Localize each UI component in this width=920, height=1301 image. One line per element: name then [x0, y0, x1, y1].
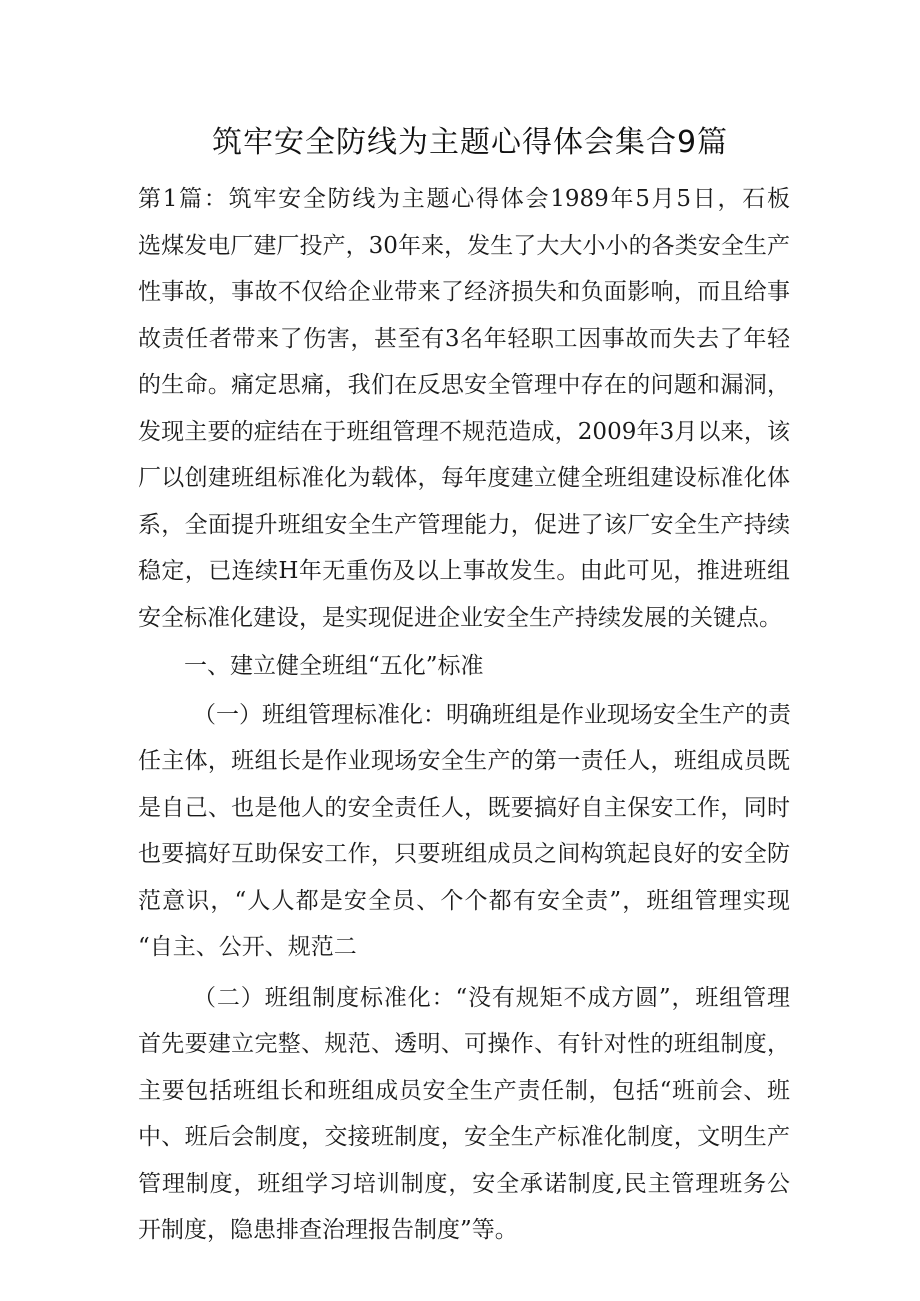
paragraph-3 — [138, 692, 790, 971]
paragraph-line: 也要搞好互助保安工作，只要班组成员之间构筑起良好的安全防 — [138, 841, 790, 867]
section-heading-text: 一、建立健全班组“五化”标准 — [184, 653, 484, 679]
document-title: 筑牢安全防线为主题心得体会集合9篇 — [211, 125, 729, 160]
paragraph-line: 开制度，隐患排查治理报告制度”等。 — [138, 1217, 518, 1243]
section-heading-1 — [138, 643, 790, 690]
paragraph-line: 安全标准化建设，是实现促进企业安全生产持续发展的关键点。 — [138, 604, 782, 631]
paragraph-line: 性事故，事故不仅给企业带来了经济损失和负面影响，而且给事 — [138, 279, 790, 305]
paragraph-line: “自主、公开、规范二 — [138, 934, 357, 960]
paragraph-line: 是自己、也是他人的安全责任人，既要搞好自主保安工作，同时 — [138, 794, 790, 821]
paragraph-line: 范意识，“人人都是安全员、个个都有安全责”，班组管理实现 — [138, 887, 790, 914]
paragraph-line: 管理制度，班组学习培训制度，安全承诺制度,民主管理班务公 — [138, 1170, 790, 1197]
paragraph-line: 故责任者带来了伤害，甚至有3名年轻职工因事故而失去了年轻 — [138, 325, 790, 352]
paragraph-line: 的生命。痛定思痛，我们在反思安全管理中存在的问题和漏洞， — [138, 372, 790, 398]
paragraph-line: （二）班组制度标准化：“没有规矩不成方圆”，班组管理 — [193, 984, 790, 1011]
paragraph-line: 第1篇：筑牢安全防线为主题心得体会1989年5月5日，石板 — [138, 186, 790, 212]
paragraph-line: 稳定，已连续H年无重伤及以上事故发生。由此可见，推进班组 — [138, 558, 790, 584]
paragraph-line: 首先要建立完整、规范、透明、可操作、有针对性的班组制度， — [138, 1031, 790, 1057]
paragraph-1 — [138, 176, 790, 641]
paragraph-line: 中、班后会制度，交接班制度，安全生产标准化制度，文明生产 — [138, 1124, 790, 1150]
paragraph-line: 选煤发电厂建厂投产，30年来，发生了大大小小的各类安全生产 — [138, 232, 790, 259]
paragraph-line: 厂以创建班组标准化为载体，每年度建立健全班组建设标准化体 — [138, 465, 790, 491]
paragraph-4 — [138, 975, 790, 1254]
paragraph-line: 主要包括班组长和班组成员安全生产责任制，包括“班前会、班 — [138, 1077, 790, 1104]
paragraph-line: 发现主要的症结在于班组管理不规范造成，2009年3月以来，该 — [138, 418, 790, 445]
paragraph-line: 系，全面提升班组安全生产管理能力，促进了该厂安全生产持续 — [138, 511, 790, 538]
paragraph-line: （一）班组管理标准化：明确班组是作业现场安全生产的责 — [193, 701, 791, 728]
paragraph-line: 任主体，班组长是作业现场安全生产的第一责任人，班组成员既 — [138, 748, 790, 774]
